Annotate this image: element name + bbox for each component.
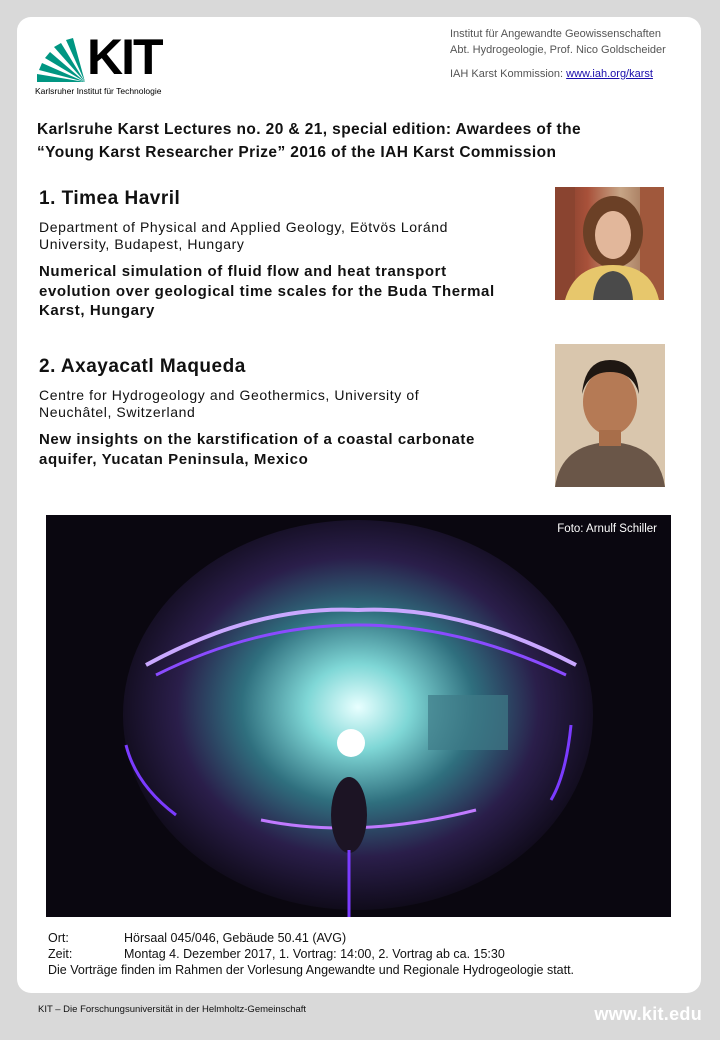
speaker-1-photo — [555, 187, 664, 300]
speaker-2-affiliation: Centre for Hydrogeology and Geothermics, University of Neuchâtel, Switzerland — [39, 387, 420, 420]
kit-subtitle: Karlsruher Institut für Technologie — [35, 86, 162, 96]
commission-label: IAH Karst Kommission: — [450, 68, 567, 80]
kit-logo — [35, 29, 170, 98]
commission-link[interactable]: www.iah.org/karst — [566, 68, 653, 80]
place-label: Ort: — [48, 931, 69, 945]
institute-line-2: Abt. Hydrogeologie, Prof. Nico Goldscheider — [450, 44, 666, 56]
cave-photo — [46, 515, 671, 917]
kit-wordmark: KIT — [87, 29, 162, 85]
footer-tagline: KIT – Die Forschungsuniversität in der Helmholtz-Gemeinschaft — [38, 1004, 307, 1015]
kit-logo-rays-icon — [35, 34, 91, 84]
event-info — [48, 930, 574, 978]
time-row — [48, 946, 574, 962]
photo-credit: Foto: Arnulf Schiller — [557, 523, 657, 535]
time-label: Zeit: — [48, 947, 73, 961]
speaker-2 — [39, 356, 479, 469]
title-line-2: “Young Karst Researcher Prize” 2016 of the IAH Karst Commission — [37, 144, 557, 161]
institute-line-1: Institut für Angewandte Geowissenschaften — [450, 28, 661, 40]
speaker-2-name: 2. Axayacatl Maqueda — [39, 356, 246, 377]
place-value: Hörsaal 045/046, Gebäude 50.41 (AVG) — [124, 931, 347, 945]
commission-line — [450, 66, 666, 82]
speaker-2-photo — [555, 344, 665, 487]
speaker-1-affiliation: Department of Physical and Applied Geology, Eötvös Loránd University, Budapest, Hungary — [39, 219, 449, 252]
institute-header — [450, 26, 666, 82]
speaker-1-name: 1. Timea Havril — [39, 188, 181, 209]
speaker-2-topic: New insights on the karstification of a coastal carbonate aquifer, Yucatan Peninsula, Mexico — [39, 431, 475, 468]
footer-url: www.kit.edu — [594, 1004, 702, 1024]
speaker-1 — [39, 188, 509, 321]
place-row — [48, 930, 574, 946]
page-title — [37, 118, 677, 164]
title-line-1: Karlsruhe Karst Lectures no. 20 & 21, special edition: Awardees of the — [37, 121, 581, 138]
time-value: Montag 4. Dezember 2017, 1. Vortrag: 14:00, 2. Vortrag ab ca. 15:30 — [124, 947, 505, 961]
lecture-note: Die Vorträge finden im Rahmen der Vorlesung Angewandte und Regionale Hydrogeologie statt. — [48, 963, 575, 977]
speaker-1-topic: Numerical simulation of fluid flow and heat transport evolution over geological time scales for the Buda Thermal Karst, Hungary — [39, 263, 495, 319]
